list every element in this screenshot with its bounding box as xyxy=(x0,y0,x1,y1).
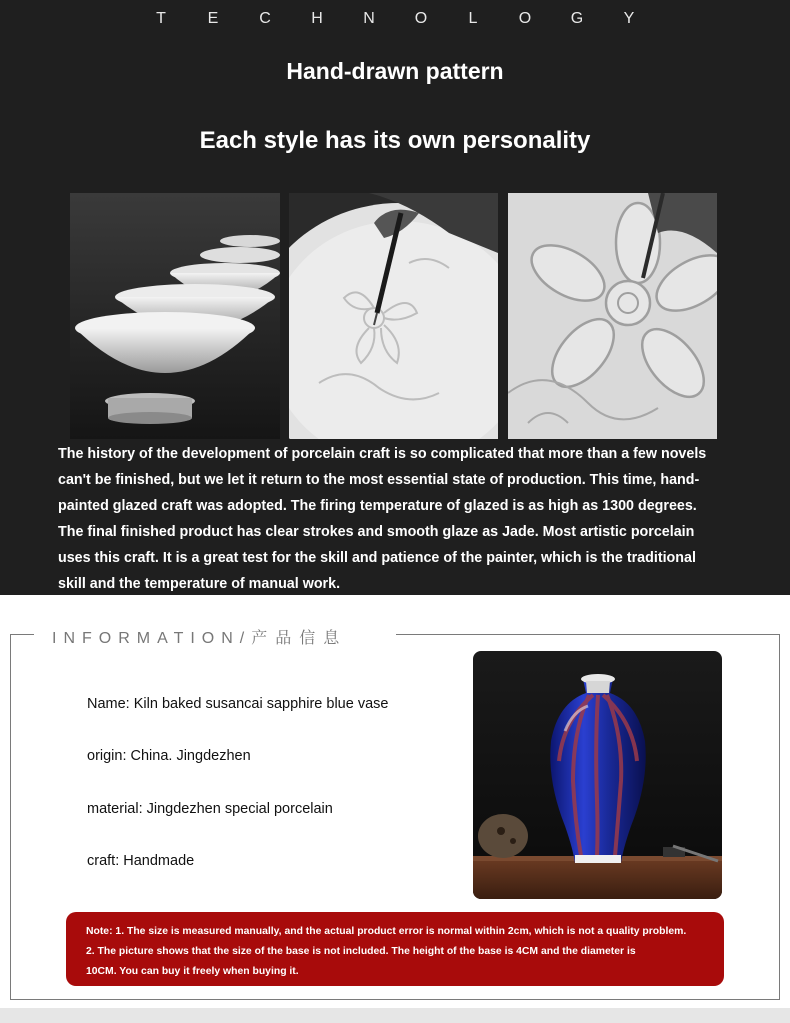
description-line: uses this craft. It is a great test for the skill and patience of the painter, which is the traditional xyxy=(58,550,696,566)
tech-letter: E xyxy=(207,10,219,27)
section-title: Each style has its own personality xyxy=(199,127,591,154)
tech-letter: O xyxy=(414,10,428,27)
tech-letter: T xyxy=(156,10,166,27)
blue-vase-photo xyxy=(473,651,722,899)
painting-plate-photo xyxy=(289,193,498,439)
tech-letter: G xyxy=(570,10,584,27)
bottom-strip xyxy=(0,1008,790,1023)
note-line: 10CM. You can buy it freely when buying it. xyxy=(86,966,299,977)
note-box xyxy=(66,912,724,986)
description-line: The history of the development of porcelain craft is so complicated that more than a few novels xyxy=(58,446,707,462)
tech-letter: L xyxy=(468,10,478,27)
description-line: The final finished product has clear strokes and smooth glaze as Jade. Most artistic porcelain xyxy=(58,524,695,540)
tech-letter: C xyxy=(259,10,271,27)
technology-description xyxy=(58,441,733,597)
frame-line-right xyxy=(396,634,780,635)
tech-letter: N xyxy=(363,10,375,27)
spec-material: material: Jingdezhen special porcelain xyxy=(87,801,333,817)
tech-letter: H xyxy=(311,10,323,27)
tech-letter: Y xyxy=(623,10,635,27)
technology-letters xyxy=(0,10,790,28)
spec-craft: craft: Handmade xyxy=(87,853,195,869)
information-heading-cn: 产品信息 xyxy=(251,630,348,647)
information-heading-en: INFORMATION/ xyxy=(52,630,252,647)
description-line: painted glazed craft was adopted. The firing temperature of glazed is as high as 1300 degrees. xyxy=(58,498,697,514)
spec-name: Name: Kiln baked susancai sapphire blue vase xyxy=(87,696,389,712)
spec-origin: origin: China. Jingdezhen xyxy=(87,748,251,764)
description-line: skill and the temperature of manual work. xyxy=(58,576,341,592)
frame-line-left xyxy=(10,634,34,635)
bowls-row-photo xyxy=(70,193,280,439)
flower-pattern-closeup-photo xyxy=(508,193,717,439)
information-heading xyxy=(52,625,347,648)
note-line: Note: 1. The size is measured manually, and the actual product error is normal within 2cm, which is not a quality problem. xyxy=(86,926,687,937)
note-line: 2. The picture shows that the size of the base is not included. The height of the base is 4CM and the diameter is xyxy=(86,946,636,957)
tech-letter: O xyxy=(518,10,532,27)
description-line: can't be finished, but we let it return to the most essential state of production. This time, hand- xyxy=(58,472,700,488)
section-subtitle: Hand-drawn pattern xyxy=(286,58,504,84)
